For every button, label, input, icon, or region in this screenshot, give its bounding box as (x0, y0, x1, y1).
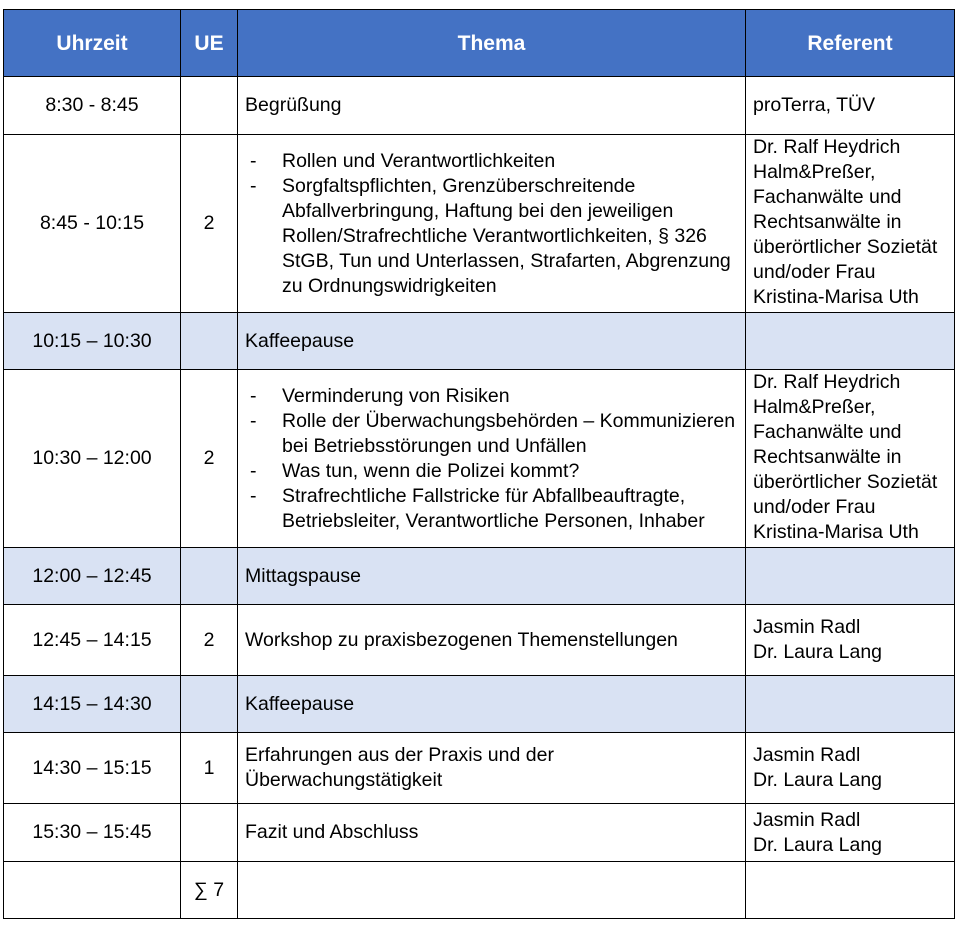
theme-cell: Kaffeepause (238, 313, 746, 370)
time-cell: 10:30 – 12:00 (4, 370, 181, 548)
ref-line: Rechtsanwälte in (753, 211, 902, 233)
agenda-table (3, 9, 955, 919)
ref-cell (746, 77, 955, 135)
list-item-text: Was tun, wenn die Polizei kommt? (282, 459, 580, 482)
bullet-dash: - (250, 459, 257, 482)
ref-line: Jasmin Radl (753, 744, 861, 766)
list-item-text: Rolle der Überwachungsbehörden – Kommunizieren bei Betriebsstörungen und Unfällen (282, 409, 736, 457)
ref-line: überörtlicher Sozietät und/oder Frau Kristina-Marisa Uth (753, 471, 938, 543)
list-item-text: Strafrechtliche Fallstricke für Abfallbeauftragte, Betriebsleiter, Verantwortliche Personen, Inhaber (282, 484, 705, 532)
theme-cell: Mittagspause (238, 548, 746, 605)
header-ref: Referent (746, 10, 955, 77)
theme-cell: Workshop zu praxisbezogenen Themenstellungen (238, 605, 746, 676)
ref-cell (746, 605, 955, 676)
header-ue: UE (181, 10, 238, 77)
theme-cell: Erfahrungen aus der Praxis und der Überwachungstätigkeit (238, 733, 746, 804)
ref-line: Dr. Laura Lang (753, 769, 883, 791)
ref-line: proTerra, TÜV (753, 94, 876, 116)
total-row (4, 862, 955, 919)
table-row (4, 804, 955, 862)
list-item (245, 459, 741, 484)
ref-cell (746, 733, 955, 804)
ref-cell (746, 548, 955, 605)
theme-cell: Begrüßung (238, 77, 746, 135)
list-item-text: Rollen und Verantwortlichkeiten (282, 149, 556, 172)
list-item (245, 484, 741, 534)
table-row (4, 605, 955, 676)
ref-cell (746, 135, 955, 313)
time-cell (4, 862, 181, 919)
ue-cell: 1 (181, 733, 238, 804)
time-cell: 12:00 – 12:45 (4, 548, 181, 605)
ref-line: Halm&Preßer, (753, 161, 876, 183)
header-theme: Thema (238, 10, 746, 77)
ref-cell (746, 370, 955, 548)
list-item-text: Sorgfaltspflichten, Grenzüberschreitende Abfallverbringung, Haftung bei den jeweiligen Rollen/Strafrechtliche Verantwortlichkeiten, § 326 StGB, Tun und Unterlassen, Strafarten, Abgrenzung zu Ordnungswidrigkeiten (282, 174, 731, 297)
ue-cell (181, 313, 238, 370)
topic-list (245, 149, 741, 299)
ue-total-cell: ∑ 7 (181, 862, 238, 919)
ue-cell (181, 804, 238, 862)
time-cell: 15:30 – 15:45 (4, 804, 181, 862)
theme-cell: Fazit und Abschluss (238, 804, 746, 862)
theme-cell (238, 370, 746, 548)
bullet-dash: - (250, 384, 257, 407)
ref-line: Fachanwälte und (753, 186, 902, 208)
time-cell: 14:30 – 15:15 (4, 733, 181, 804)
time-cell: 8:30 - 8:45 (4, 77, 181, 135)
ref-line: Dr. Laura Lang (753, 833, 883, 856)
time-cell: 12:45 – 14:15 (4, 605, 181, 676)
bullet-dash: - (250, 484, 257, 507)
list-item-text: Verminderung von Risiken (282, 384, 510, 407)
ref-line: Jasmin Radl (753, 808, 861, 831)
ref-line: Dr. Ralf Heydrich (753, 136, 901, 158)
ue-cell: 2 (181, 605, 238, 676)
time-cell: 10:15 – 10:30 (4, 313, 181, 370)
table-row (4, 313, 955, 370)
ref-cell (746, 862, 955, 919)
ref-line: Jasmin Radl (753, 616, 861, 638)
ref-line: Dr. Ralf Heydrich (753, 371, 901, 393)
topic-list (245, 384, 741, 534)
list-item (245, 149, 741, 174)
list-item (245, 409, 741, 459)
ue-cell: 2 (181, 135, 238, 313)
theme-cell (238, 862, 746, 919)
table-row (4, 733, 955, 804)
ref-cell (746, 313, 955, 370)
table-row (4, 370, 955, 548)
list-item (245, 174, 741, 299)
list-item (245, 384, 741, 409)
bullet-dash: - (250, 149, 257, 172)
header-time: Uhrzeit (4, 10, 181, 77)
header-row (4, 10, 955, 77)
ue-cell (181, 77, 238, 135)
ref-line: Dr. Laura Lang (753, 641, 883, 663)
time-cell: 8:45 - 10:15 (4, 135, 181, 313)
ref-line: Halm&Preßer, (753, 396, 876, 418)
ref-line: Fachanwälte und (753, 421, 902, 443)
ue-cell (181, 548, 238, 605)
bullet-dash: - (250, 409, 257, 432)
ue-cell: 2 (181, 370, 238, 548)
ue-cell (181, 676, 238, 733)
table-row (4, 77, 955, 135)
theme-cell: Kaffeepause (238, 676, 746, 733)
bullet-dash: - (250, 174, 257, 197)
time-cell: 14:15 – 14:30 (4, 676, 181, 733)
ref-cell (746, 676, 955, 733)
ref-cell (746, 804, 955, 862)
table-row (4, 676, 955, 733)
ref-line: Rechtsanwälte in (753, 446, 902, 468)
table-row (4, 548, 955, 605)
ref-line: überörtlicher Sozietät und/oder Frau Kristina-Marisa Uth (753, 236, 938, 308)
table-row (4, 135, 955, 313)
theme-cell (238, 135, 746, 313)
